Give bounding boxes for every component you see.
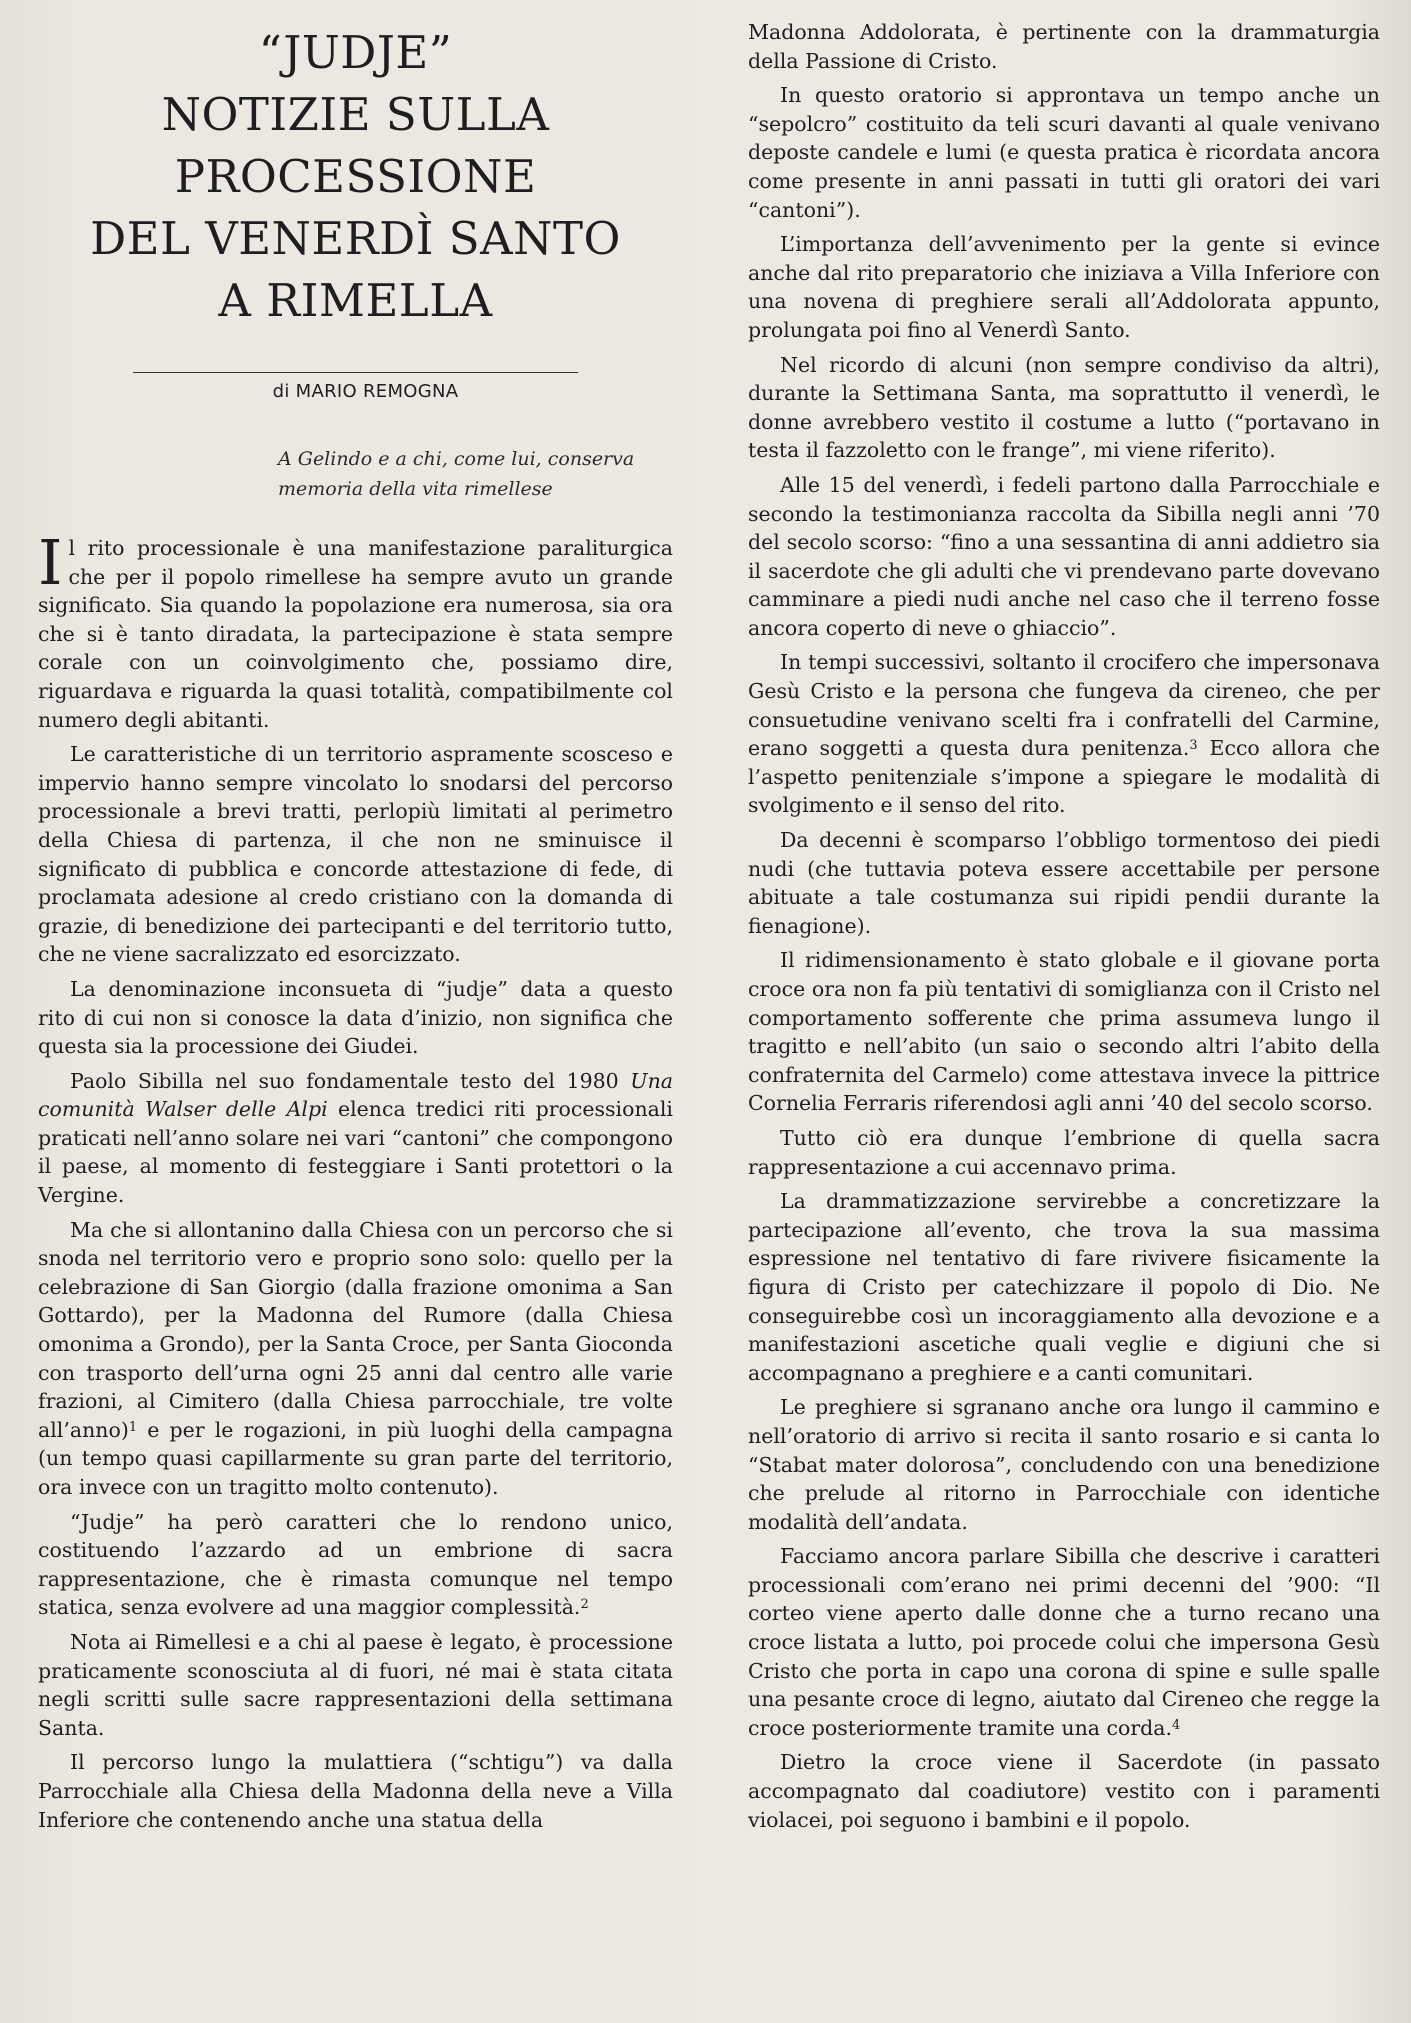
paragraph: Il percorso lungo la mulattiera (“schtigu”) va dalla Parrocchiale alla Chiesa della Madonna della neve a Villa Inferiore che contenendo anche una statua della [38,1750,673,1832]
paragraph-text: In tempi successivi, soltanto il crocifero che impersonava Gesù Cristo e la persona che fungeva da cireneo, che per consuetudine venivano scelti fra i confratelli del Carmine, erano soggetti a questa dura penitenza. [748,650,1380,761]
paragraph: In questo oratorio si approntava un tempo anche un “sepolcro” costituito da teli scuri davanti al quale venivano deposte candele e lumi (e questa pratica è ricordata ancora come presente in anni passati in tutti gli oratori dei vari “cantoni”). [748,83,1380,222]
left-column [38,20,673,1840]
left-body-text [38,526,673,1834]
title-line: “JUDJE” [258,26,453,79]
paragraph [38,1216,673,1502]
paragraph-text: l rito processionale è una manifestazione paraliturgica che per il popolo rimellese ha sempre avuto un grande significato. Sia quando la popolazione era numerosa, sia ora che si è tanto diradata, la partecipazione è stata sempre corale con un coinvolgimento che, possiamo dire, riguardava e riguarda la quasi totalità, compatibilmente col numero degli abitanti. [38,536,673,732]
paragraph-text: e per le rogazioni, in più luoghi della campagna (un tempo quasi capillarmente su gran parte del territorio, ora invece con un tragitto molto contenuto). [38,1417,673,1499]
article-title [38,20,673,332]
paragraph [38,526,673,734]
footnote-ref: 4 [1172,1717,1181,1733]
dedication [278,444,673,504]
paragraph: L’importanza dell’avvenimento per la gente si evince anche dal rito preparatorio che iniziava a Villa Inferiore con una novena di preghiere serali all’Addolorata appunto, prolungata poi fino al Venerdì Santo. [748,232,1380,342]
title-divider [133,372,578,373]
paragraph [748,1542,1380,1742]
footnote-ref: 1 [128,1419,138,1435]
paragraph: Dietro la croce viene il Sacerdote (in passato accompagnato dal coadiutore) vestito con i paramenti violacei, poi seguono i bambini e il popolo. [748,1750,1380,1832]
title-line: PROCESSIONE [174,150,537,203]
paragraph: Da decenni è scomparso l’obbligo tormentoso dei piedi nudi (che tuttavia poteva essere accettabile per persone abituate a tale costumanza sui ripidi pendii durante la fienagione). [748,828,1380,938]
footnote-ref: 2 [580,1597,589,1613]
book-title: Una comunità Walser delle Alpi [38,1068,673,1122]
paragraph-text: elenca tredici riti processionali praticati nell’anno solare nei vari “cantoni” che compongono il paese, al momento di festeggiare i Santi protettori o la Vergine. [38,1097,673,1208]
paragraph: La denominazione inconsueta di “judje” data a questo rito di cui non si conosce la data d’inizio, non significa che questa sia la processione dei Giudei. [38,976,673,1059]
byline: di MARIO REMOGNA [272,381,459,402]
title-line: NOTIZIE SULLA [161,88,550,141]
dedication-line: memoria della vita rimellese [278,478,553,500]
paragraph: Alle 15 del venerdì, i fedeli partono dalla Parrocchiale e secondo la testimonianza raccolta da Sibilla negli anni ’70 del secolo scorso: “fino a una sessantina di anni addietro sia il sacerdote che gli adulti che vi prendevano parte dovevano camminare a piedi nudi anche nel caso che il terreno fosse ancora coperto di neve o ghiaccio”. [748,472,1380,640]
paragraph: Il ridimensionamento è stato globale e il giovane porta croce ora non fa più tentativi di somiglianza con il Cristo nel comportamento sofferente che prima assumeva lungo il tragitto e nell’abito (un saio o secondo altri l’abito della confraternita del Carmelo) come attestava invece la pittrice Cornelia Ferraris riferendosi agli anni ’40 del secolo scorso. [748,948,1380,1116]
title-line: DEL VENERDÌ SANTO [90,212,621,265]
paragraph-text: “Judje” ha però caratteri che lo rendono unico, costituendo l’azzardo ad un embrione di sacra rappresentazione, che è rimasta comunque nel tempo statica, senza evolvere ad una maggior complessità. [38,1509,673,1620]
paragraph: La drammatizzazione servirebbe a concretizzare la partecipazione all’evento, che trova la sua massima espressione nel tentativo di fare rivivere fisicamente la figura di Cristo per catechizzare il popolo di Dio. Ne conseguirebbe così un incoraggiamento alla devozione e a manifestazioni ascetiche quali veglie e digiuni che si accompagnano a preghiere e a canti comunitari. [748,1189,1380,1385]
paragraph [748,648,1380,820]
paragraph-text: Facciamo ancora parlare Sibilla che descrive i caratteri processionali com’erano nei primi decenni del ’900: “Il corteo viene aperto dalle donne che a turno recano una croce listata a lutto, poi procede colui che impersona Gesù Cristo che porta in capo una corona di spine e sulle spalle una pesante croce di legno, aiutato dal Cireneo che regge la croce posteriormente tramite una corda. [748,1544,1380,1740]
footnote-ref: 3 [1189,738,1198,754]
paragraph-text: Paolo Sibilla nel suo fondamentale testo del 1980 [70,1068,631,1093]
title-line: A RIMELLA [218,274,493,327]
paragraph [38,1508,673,1622]
right-body-text [748,18,1380,1834]
paragraph: Le preghiere si sgranano anche ora lungo il cammino e nell’oratorio di arrivo si recita il santo rosario e si canta lo “Stabat mater dolorosa”, concludendo con una benedizione che prelude al ritorno in Parrocchiale con identiche modalità dell’andata. [748,1395,1380,1534]
paragraph: Madonna Addolorata, è pertinente con la drammaturgia della Passione di Cristo. [748,20,1380,73]
paragraph: Nota ai Rimellesi e a chi al paese è legato, è processione praticamente sconosciuta al di fuori, né mai è stata citata negli scritti sulle sacre rappresentazioni della settimana Santa. [38,1629,673,1740]
paragraph: Tutto ciò era dunque l’embrione di quella sacra rappresentazione a cui accennavo prima. [748,1125,1380,1179]
paragraph: Le caratteristiche di un territorio aspramente scosceso e impervio hanno sempre vincolato lo snodarsi del percorso processionale a brevi tratti, perlopiù limitati al perimetro della Chiesa di partenza, il che non ne sminuisce il significato di pubblica e concorde attestazione di fede, di proclamata adesione al credo cristiano con la domanda di grazie, di benedizione dei partecipanti e del territorio tutto, che ne viene sacralizzato ed esorcizzato. [38,742,673,967]
paragraph: Nel ricordo di alcuni (non sempre condiviso da altri), durante la Settimana Santa, ma soprattutto il venerdì, le donne avrebbero vestito il costume a lutto (“portavano in testa il fazzoletto con le frange”, mi viene riferito). [748,352,1380,463]
paragraph-text: Ma che si allontanino dalla Chiesa con un percorso che si snoda nel territorio vero e proprio sono solo: quello per la celebrazione di San Giorgio (dalla frazione omonima a San Gottardo), per la Madonna del Rumore (dalla Chiesa omonima a Grondo), per la Santa Croce, per Santa Gioconda con trasporto dell’urna ogni 25 anni dal centro alle varie frazioni, al Cimitero (dalla Chiesa parrocchiale, tre volte all’anno) [38,1217,673,1442]
dedication-line: A Gelindo e a chi, come lui, conserva [278,448,635,470]
right-column [748,18,1380,1840]
paragraph [38,1067,673,1210]
paragraph-text: Ecco allora che l’aspetto penitenziale s’impone a spiegare le modalità di svolgimento e il senso del rito. [748,736,1380,818]
drop-cap: I [38,526,63,599]
